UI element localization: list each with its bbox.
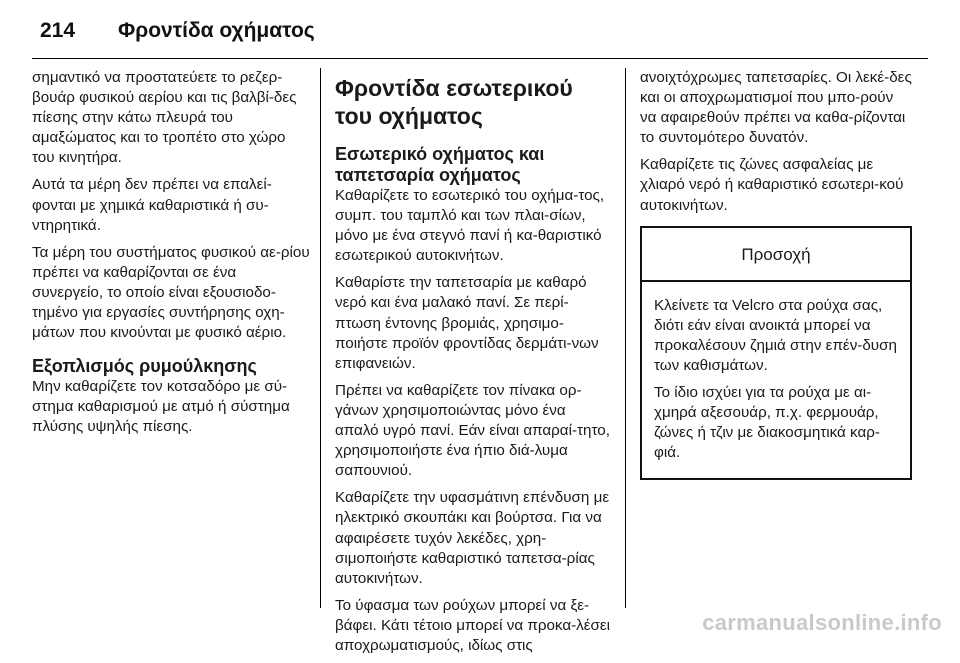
column-3 xyxy=(640,68,912,480)
section-heading-towing: Εξοπλισμός ρυμούλκησης xyxy=(32,356,257,377)
paragraph: Πρέπει να καθαρίζετε τον πίνακα ορ-γάνων χρησιμοποιώντας μόνο ένα απαλό υγρό πανί. Εάν είναι απαραί-τητο, χρησιμοποιήστε ένα ήπιο διά-λυμα σαπουνιού. xyxy=(335,381,610,480)
caution-title: Προσοχή xyxy=(642,228,910,282)
watermark: carmanualsonline.info xyxy=(702,610,942,635)
page-number: 214 xyxy=(40,19,76,42)
main-heading-interior-care: Φροντίδα εσωτερικού του οχήματος xyxy=(335,75,573,129)
paragraph: Αυτά τα μέρη δεν πρέπει να επαλεί-φονται με χημικά καθαριστικά ή συ-ντηρητικά. xyxy=(32,176,272,234)
caution-paragraph: Κλείνετε τα Velcro στα ρούχα σας, διότι εάν είναι ανοικτά μπορεί να προκαλέσουν ζημιά στην επέν-δυση των καθισμάτων. xyxy=(654,296,897,374)
column-divider-1 xyxy=(320,68,321,608)
paragraph: Μην καθαρίζετε τον κοτσαδόρο με σύ-στημα καθαρισμού με ατμό ή σύστημα πλύσης υψηλής πίεσης. xyxy=(32,378,290,436)
paragraph: Καθαρίζετε τις ζώνες ασφαλείας με χλιαρό νερό ή καθαριστικό εσωτερι-κού αυτοκινήτων. xyxy=(640,156,904,214)
column-2 xyxy=(335,68,613,663)
caution-paragraph: Το ίδιο ισχύει για τα ρούχα με αι-χμηρά αξεσουάρ, π.χ. φερμουάρ, ζώνες ή τζιν με διακοσμητικά καρ-φιά. xyxy=(654,384,880,462)
header-divider xyxy=(32,58,928,59)
caution-body xyxy=(642,282,910,479)
paragraph: Το ύφασμα των ρούχων μπορεί να ξε-βάφει. Κάτι τέτοιο μπορεί να προκα-λέσει αποχρωματισμούς, ιδίως στις xyxy=(335,596,611,654)
paragraph: ανοιχτόχρωμες ταπετσαρίες. Οι λεκέ-δες και οι αποχρωματισμοί που μπο-ρούν να αφαιρεθούν πρέπει να καθα-ρίζονται το συντομότερο δυνατόν. xyxy=(640,69,912,147)
paragraph: Καθαρίζετε το εσωτερικό του οχήμα-τος, συμπ. του ταμπλό και των πλαι-σίων, μόνο με ένα στεγνό πανί ή κα-θαριστικό εσωτερικού αυτοκινήτων. xyxy=(335,187,605,265)
paragraph: Καθαρίζετε την υφασμάτινη επένδυση με ηλεκτρικό σκουπάκι και βούρτσα. Για να αφαιρέσετε τυχόν λεκέδες, χρη-σιμοποιήστε καθαριστικό ταπετσα-ρίας αυτοκινήτων. xyxy=(335,489,610,587)
caution-box xyxy=(640,226,912,481)
page-header xyxy=(40,14,315,48)
page-title: Φροντίδα οχήματος xyxy=(118,19,315,42)
sub-heading-interior-upholstery: Εσωτερικό οχήματος και ταπετσαρία οχήματος xyxy=(335,144,545,185)
column-1 xyxy=(32,68,310,445)
paragraph: Τα μέρη του συστήματος φυσικού αε-ρίου πρέπει να καθαρίζονται σε ένα συνεργείο, το οποίο είναι εξουσιοδο-τημένο για εργασίες συντήρησης οχη-μάτων που κινούνται με φυσικό αέριο. xyxy=(32,243,310,342)
column-divider-2 xyxy=(625,68,626,608)
paragraph: Καθαρίστε την ταπετσαρία με καθαρό νερό και ένα μαλακό πανί. Σε περί-πτωση έντονης βρομιάς, χρησιμο-ποιήστε προϊόν φροντίδας δερμάτι-νων επιφανειών. xyxy=(335,274,599,372)
paragraph: σημαντικό να προστατεύετε το ρεζερ-βουάρ φυσικού αερίου και τις βαλβί-δες πίεσης στην κάτω πλευρά του αμαξώματος και το τροπέτο στο χώρο του κινητήρα. xyxy=(32,69,297,167)
